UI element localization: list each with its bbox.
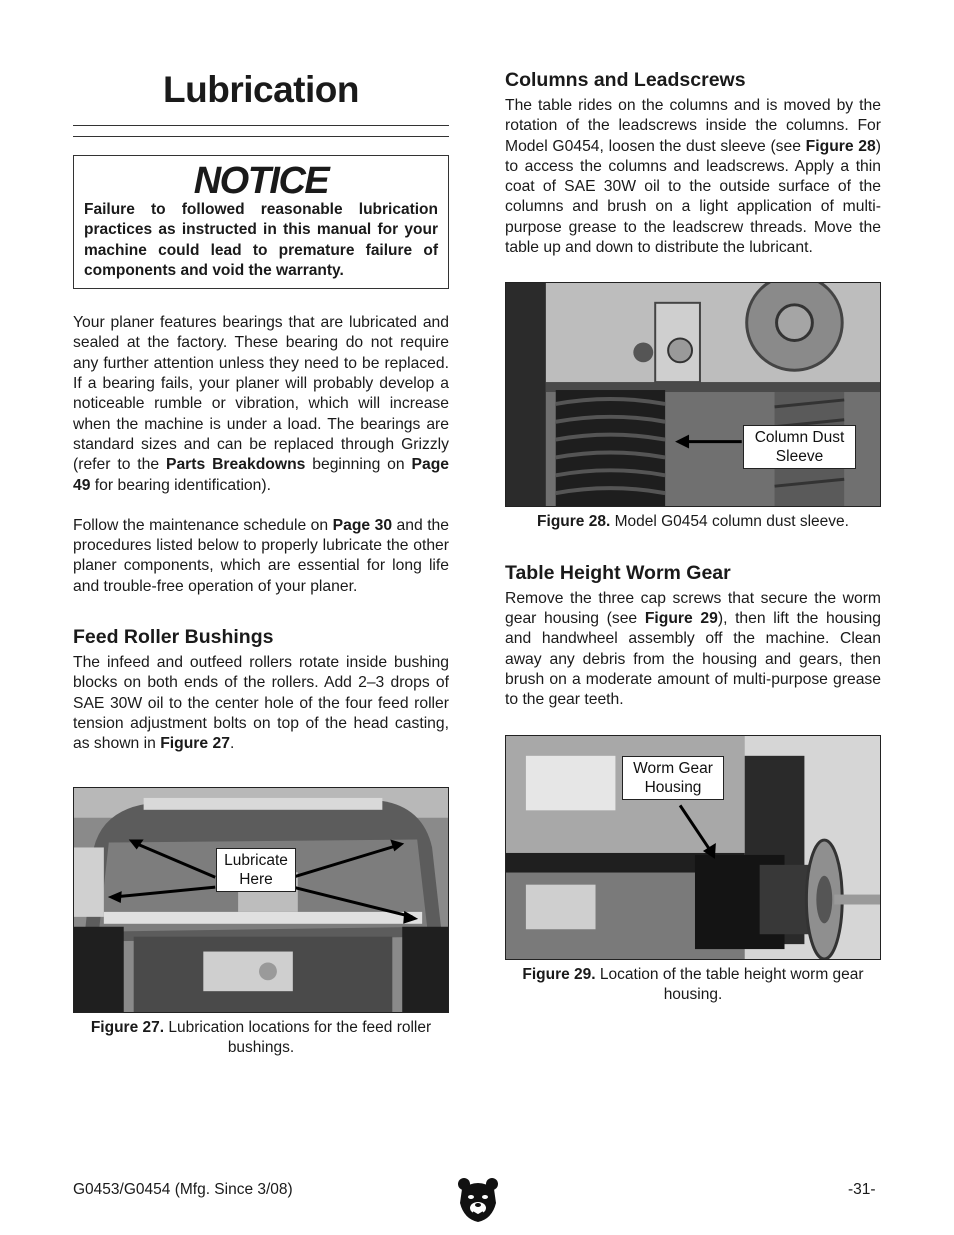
- title-rule-bottom: [73, 136, 449, 137]
- feed-roller-bold-figure-27: Figure 27: [160, 735, 230, 753]
- figure-28-caption: [505, 512, 881, 533]
- worm-gear-text-a: Remove the three cap screws that secure the worm gear housing (see: [505, 589, 881, 628]
- intro-paragraph-2: [73, 516, 449, 597]
- feed-roller-paragraph: [73, 653, 449, 754]
- columns-text-c: ) to access the columns and leadscrews. Apply a thin coat of SAE 30W oil to the outside surface of the columns and brush on a light application of multi-purpose grease to the leadscrew threads. Move the table up and down to distribute the lubricant.: [505, 137, 881, 257]
- feed-roller-text-c: .: [229, 735, 235, 753]
- worm-gear-paragraph: [505, 589, 881, 711]
- intro-p1-text-d: for bearing identification).: [90, 476, 271, 494]
- figure-29-caption-label: Figure 29.: [522, 965, 596, 983]
- notice-heading: NOTICE: [193, 160, 329, 202]
- right-column: [505, 60, 881, 1006]
- page-title: Lubrication: [163, 69, 359, 110]
- figure-27-photo: [73, 787, 449, 1013]
- intro-p2-text-c: and the procedures listed below to properly lubricate the other planer components, which are essential for long life and trouble-free operation of your planer.: [73, 516, 450, 595]
- worm-gear-text-c: ), then lift the housing and handwheel assembly off the machine. Clean away any debris from the housing and gears, then brush on a moderate amount of multi-purpose grease to the gear teeth.: [505, 610, 881, 709]
- figure-27-caption-text: Lubrication locations for the feed roller bushings.: [164, 1018, 432, 1057]
- worm-gear-bold-figure-29: Figure 29: [644, 610, 718, 628]
- figure-28-callout: Column Dust Sleeve: [743, 425, 856, 469]
- figure-28-photo: [505, 282, 881, 507]
- figure-28-caption-label: Figure 28.: [537, 513, 611, 531]
- grizzly-bear-logo-icon: [456, 1175, 500, 1223]
- figure-27-caption-label: Figure 27.: [90, 1018, 165, 1036]
- heading-table-height-worm-gear: Table Height Worm Gear: [505, 561, 731, 584]
- figure-28-dust-sleeve-illustration: [506, 283, 880, 506]
- columns-text-a: The table rides on the columns and is moved by the rotation of the leadscrews inside the columns. For Model G0454, loosen the dust sleeve (see: [505, 97, 881, 155]
- notice-text: Failure to followed reasonable lubrication practices as instructed in this manual for your machine could lead to premature failure of components and void the warranty.: [84, 201, 438, 279]
- figure-29-callout: Worm Gear Housing: [622, 756, 724, 800]
- figure-28-caption-text: Model G0454 column dust sleeve.: [610, 513, 849, 531]
- intro-p2-text-a: Follow the maintenance schedule on: [73, 516, 333, 534]
- intro-paragraph-1: [73, 313, 449, 496]
- heading-columns-leadscrews: Columns and Leadscrews: [505, 69, 746, 91]
- columns-bold-figure-28: Figure 28: [805, 137, 876, 155]
- intro-p1-bold-page-49: Page 49: [73, 456, 449, 494]
- intro-p1-text-c: beginning on: [305, 456, 412, 474]
- intro-p1-bold-parts-breakdowns: Parts Breakdowns: [165, 456, 306, 474]
- figure-29-caption: [505, 965, 881, 1006]
- title-rule-top: [73, 125, 449, 126]
- footer-page-number: -31-: [848, 1181, 876, 1198]
- figure-27-caption: [73, 1018, 449, 1059]
- heading-feed-roller-bushings: Feed Roller Bushings: [73, 626, 274, 649]
- left-column: [73, 60, 449, 1059]
- figure-27-planer-top-illustration: [74, 788, 448, 1012]
- notice-box: [73, 155, 449, 289]
- figure-29-photo: [505, 735, 881, 960]
- intro-p2-bold-page-30: Page 30: [332, 516, 393, 534]
- feed-roller-text-a: The infeed and outfeed rollers rotate inside bushing blocks on both ends of the rollers. Add 2–3 drops of SAE 30W oil to the center hole of the four feed roller tension adjustment bolts on top of the head casting, as shown in: [73, 654, 449, 753]
- intro-p1-text-a: Your planer features bearings that are lubricated and sealed at the factory. These bearing do not require any further attention unless they need to be replaced. If a bearing fails, your planer will probably develop a noticeable rumble or vibration, which will increase when the machine is under a load. The bearings are standard sizes and can be replaced through Grizzly (refer to the: [73, 314, 449, 474]
- figure-27-callout: Lubricate Here: [216, 848, 296, 892]
- figure-29-caption-text: Location of the table height worm gear housing.: [595, 965, 864, 1004]
- columns-paragraph: [505, 96, 881, 258]
- footer-model: G0453/G0454 (Mfg. Since 3/08): [73, 1181, 293, 1198]
